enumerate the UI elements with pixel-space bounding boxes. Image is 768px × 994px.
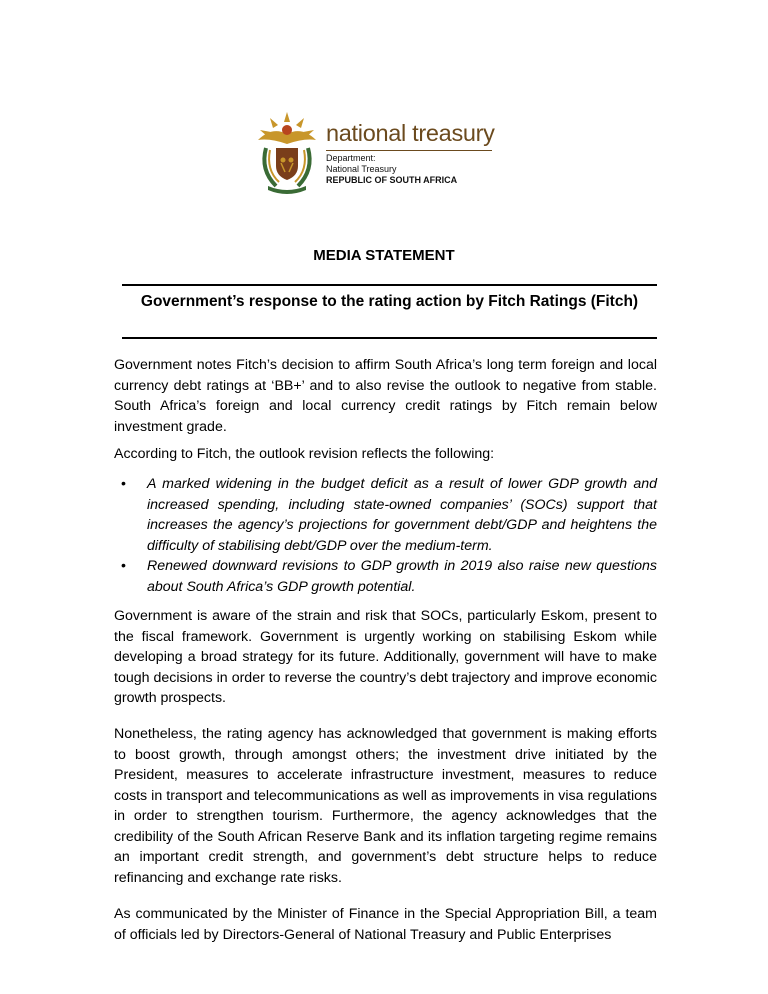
bullet-text: Renewed downward revisions to GDP growth in 2019 also raise new questions about South Africa’s GDP growth potential.: [147, 558, 657, 595]
bullet-text: A marked widening in the budget deficit as a result of lower GDP growth and increased spending, including state-owned companies’ (SOCs) support that increases the agency’s projections for government debt/GDP and heightens the difficulty of stabilising debt/GDP over the medium-term.: [147, 476, 657, 554]
paragraph-1: Government notes Fitch’s decision to affirm South Africa’s long term foreign and local currency debt ratings at ‘BB+’ and to also revise the outlook to negative from stable. South Africa’s foreign and local currency credit ratings by Fitch remain below investment grade.: [114, 357, 657, 435]
coat-of-arms-icon: [252, 108, 322, 194]
national-treasury-logo: [252, 108, 497, 194]
paragraph-4: Nonetheless, the rating agency has acknowledged that government is making efforts to boost growth, through amongst others; the investment drive initiated by the President, measures to accelerate infrastructure investment, measures to reduce costs in transport and telecommunications as well as improvements in visa regulations in order to strengthen tourism. Furthermore, the agency acknowledges that the credibility of the South African Reserve Bank and its inflation targeting regime remains an important credit strength, and government’s debt structure helps to reduce refinancing and exchange rate risks.: [114, 726, 657, 886]
bullet-icon: •: [121, 558, 126, 574]
bullet-icon: •: [121, 476, 126, 492]
logo-title: national treasury: [326, 120, 495, 146]
logo-divider: [326, 150, 492, 151]
bullet-item: [114, 556, 657, 597]
subject-bottom-rule: [122, 337, 657, 339]
logo-dept-line2: National Treasury: [326, 164, 397, 174]
subject-top-rule: [122, 284, 657, 286]
bullet-item: [114, 474, 657, 556]
paragraph-3: Government is aware of the strain and risk that SOCs, particularly Eskom, present to the fiscal framework. Government is urgently working on stabilising Eskom while developing a broad strategy for its future. Additionally, government will have to make tough decisions in order to reverse the country’s debt trajectory and improve economic growth prospects.: [114, 608, 657, 706]
paragraph-2: According to Fitch, the outlook revision reflects the following:: [114, 446, 495, 462]
logo-dept-line3: REPUBLIC OF SOUTH AFRICA: [326, 175, 458, 185]
logo-dept-line1: Department:: [326, 153, 376, 163]
bullet-list: [114, 474, 657, 597]
document-heading: MEDIA STATEMENT: [313, 247, 455, 264]
paragraph-5: As communicated by the Minister of Finance in the Special Appropriation Bill, a team of officials led by Directors-General of National Treasury and Public Enterprises: [114, 906, 657, 943]
logo-department-text: [326, 153, 457, 186]
document-subject: Government’s response to the rating action by Fitch Ratings (Fitch): [140, 293, 639, 310]
